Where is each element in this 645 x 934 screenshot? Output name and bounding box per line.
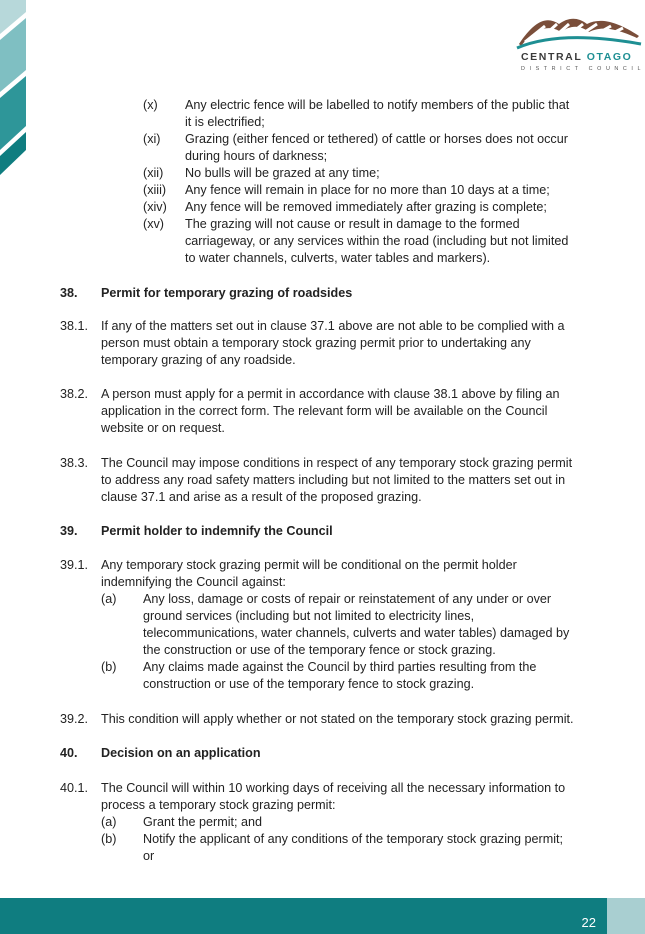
footer-band: [0, 898, 645, 934]
list-item-text: The grazing will not cause or result in damage to the formed: [185, 217, 520, 231]
section-heading: Permit for temporary grazing of roadsides: [101, 286, 353, 300]
sub-item-number: (b): [101, 832, 117, 846]
list-item-text: Grazing (either fenced or tethered) of cattle or horses does not occur: [185, 132, 568, 146]
decorative-side-bars: [0, 0, 26, 190]
section-number: 39.: [60, 524, 78, 538]
list-item-number: (xv): [143, 217, 164, 231]
sub-item-text: the construction or use of the temporary fence or stock grazing.: [143, 643, 496, 657]
list-item-text: Any fence will remain in place for no more than 10 days at a time;: [185, 183, 550, 197]
clause-text: process a temporary stock grazing permit:: [101, 798, 336, 812]
clause-number: 38.2.: [60, 387, 89, 401]
clause-number: 40.1.: [60, 781, 89, 795]
clause-text: Any temporary stock grazing permit will be conditional on the permit holder: [101, 558, 517, 572]
clause-text: clause 37.1 and arise as a result of the proposed grazing.: [101, 490, 422, 504]
clause-text: website or on request.: [101, 421, 225, 435]
section-number: 38.: [60, 286, 78, 300]
clause-number: 39.1.: [60, 558, 89, 572]
list-item-text: to water channels, culverts, water tables and markers).: [185, 251, 491, 265]
sub-item-number: (b): [101, 660, 117, 674]
sub-item-text: or: [143, 849, 155, 863]
sub-item-text: ground services (including but not limited to electricity lines,: [143, 609, 475, 623]
list-item-text: Any fence will be removed immediately after grazing is complete;: [185, 200, 547, 214]
section-number: 40.: [60, 746, 78, 760]
clause-text: This condition will apply whether or not stated on the temporary stock grazing permit.: [101, 712, 574, 726]
clause-text: If any of the matters set out in clause 37.1 above are not able to be complied with a: [101, 319, 565, 333]
clause-text: person must obtain a temporary stock grazing permit prior to undertaking any: [101, 336, 531, 350]
clause-text: application in the correct form. The relevant form will be available on the Council: [101, 404, 548, 418]
section-heading: Decision on an application: [101, 746, 261, 760]
clause-text: to address any road safety matters including but not limited to the matters set out in: [101, 473, 566, 487]
list-item-text: No bulls will be grazed at any time;: [185, 166, 380, 180]
list-item-text: it is electrified;: [185, 115, 265, 129]
clause-text: indemnifying the Council against:: [101, 575, 286, 589]
sub-item-number: (a): [101, 592, 117, 606]
sub-item-text: Grant the permit; and: [143, 815, 263, 829]
central-otago-logo: [515, 14, 643, 76]
sub-item-text: telecommunications, water channels, culverts and water tables) damaged by: [143, 626, 570, 640]
sub-item-text: Any claims made against the Council by third parties resulting from the: [143, 660, 537, 674]
list-item-number: (xi): [143, 132, 161, 146]
list-item-number: (xiii): [143, 183, 167, 197]
list-item-text: Any electric fence will be labelled to notify members of the public that: [185, 98, 570, 112]
logo-wordmark: CENTRAL OTAGO: [521, 51, 633, 63]
footer-accent: [607, 898, 645, 934]
clause-number: 38.1.: [60, 319, 89, 333]
clause-number: 38.3.: [60, 456, 89, 470]
clause-text: The Council may impose conditions in respect of any temporary stock grazing permit: [101, 456, 573, 470]
section-heading: Permit holder to indemnify the Council: [101, 524, 333, 538]
clause-text: temporary grazing of any roadside.: [101, 353, 296, 367]
list-item-number: (xiv): [143, 200, 167, 214]
mountains-logo-icon: [515, 14, 643, 50]
sub-item-text: construction or use of the temporary fence to stock grazing.: [143, 677, 475, 691]
page-number: 22: [581, 915, 596, 930]
list-item-text: carriageway, or any services within the road (including but not limited: [185, 234, 569, 248]
sub-item-number: (a): [101, 815, 117, 829]
sub-item-text: Notify the applicant of any conditions of the temporary stock grazing permit;: [143, 832, 564, 846]
clause-text: The Council will within 10 working days of receiving all the necessary information to: [101, 781, 566, 795]
list-item-number: (xii): [143, 166, 164, 180]
clause-text: A person must apply for a permit in accordance with clause 38.1 above by filing an: [101, 387, 560, 401]
list-item-number: (x): [143, 98, 158, 112]
sub-item-text: Any loss, damage or costs of repair or reinstatement of any under or over: [143, 592, 552, 606]
clause-number: 39.2.: [60, 712, 89, 726]
list-item-text: during hours of darkness;: [185, 149, 328, 163]
logo-subtitle: DISTRICT COUNCIL: [521, 66, 645, 72]
